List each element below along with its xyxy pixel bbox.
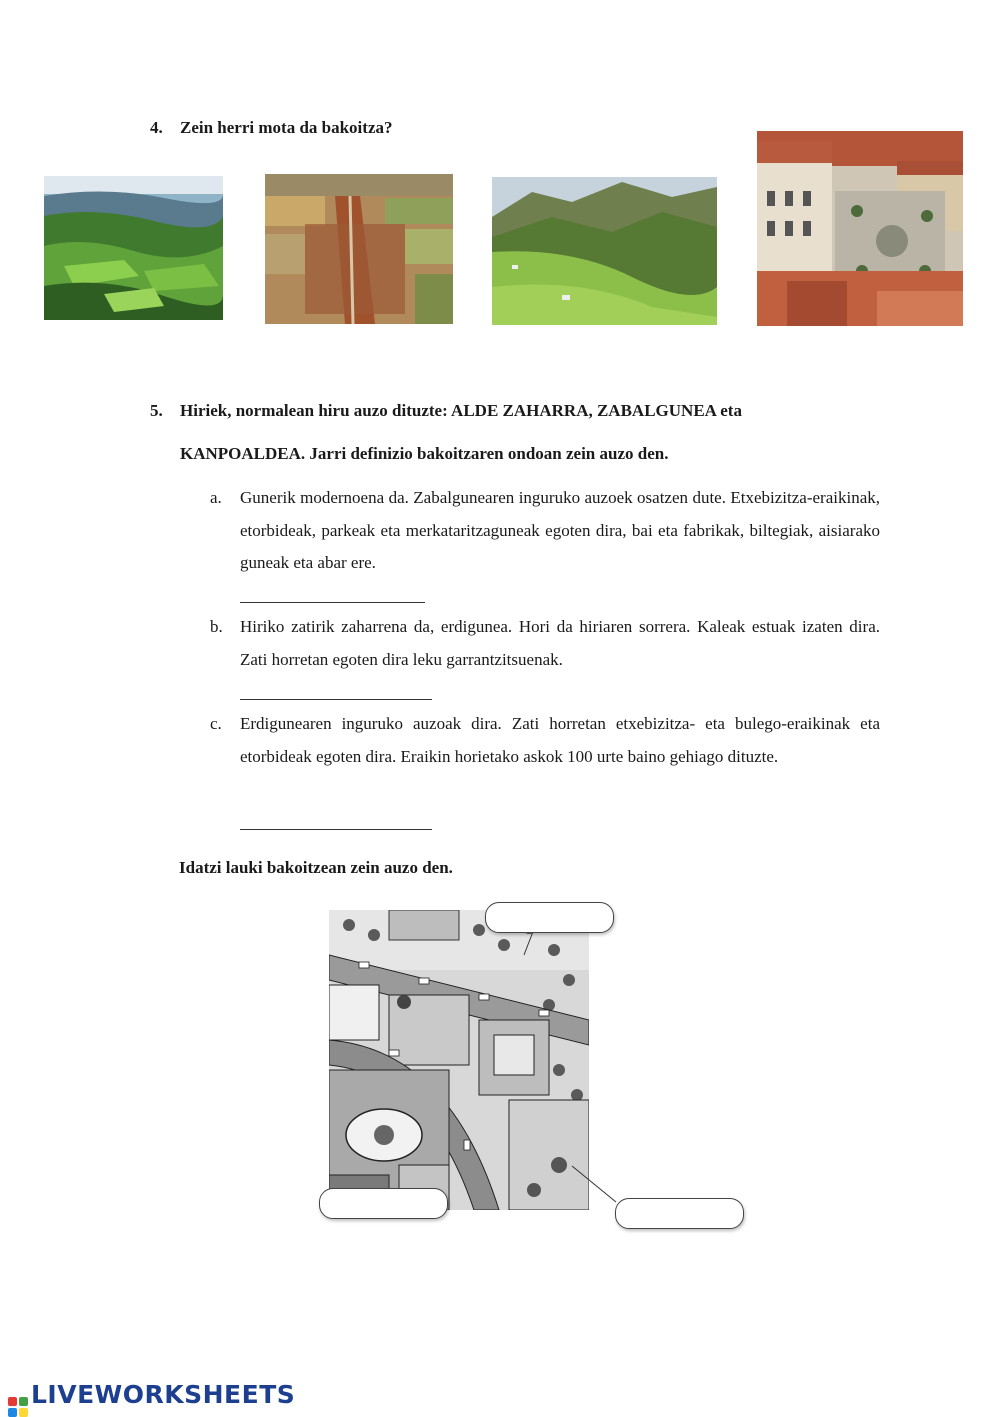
question-5-line-2: KANPOALDEA. Jarri definizio bakoitzaren ondoan zein auzo den. — [180, 444, 669, 463]
city-map-illustration — [329, 910, 589, 1210]
question-5-heading — [150, 401, 742, 421]
question-5-line-1: Hiriek, normalean hiru auzo dituzte: ALDE ZAHARRA, ZABALGUNEA eta — [180, 401, 742, 420]
question-4-heading — [150, 118, 393, 138]
item-text: Hiriko zatirik zaharrena da, erdigunea. Hori da hiriaren sorrera. Kaleak estuak izaten dira. Zati horretan egoten dira leku garrantzitsuenak. — [240, 617, 880, 669]
liveworksheets-logo — [8, 1380, 295, 1417]
definition-item-c — [210, 708, 880, 806]
answer-box-top[interactable] — [485, 902, 614, 933]
definition-item-a — [210, 482, 880, 580]
mountain-meadow-photo — [492, 177, 717, 325]
answer-line-c[interactable] — [240, 829, 432, 830]
item-letter: b. — [210, 617, 223, 636]
item-text: Erdigunearen inguruko auzoak dira. Zati horretan etxebizitza- eta bulego-eraikinak eta etorbideak egoten dira. Eraikin horietako askok 100 urte baino gehiago dituzte. — [240, 714, 880, 766]
answer-box-bottom-right[interactable] — [615, 1198, 744, 1229]
question-4-title: Zein herri mota da bakoitza? — [180, 118, 393, 137]
definition-item-b — [210, 611, 880, 677]
city-square-photo — [757, 131, 963, 326]
answer-line-b[interactable] — [240, 699, 432, 700]
aerial-town-photo — [265, 174, 453, 324]
item-letter: c. — [210, 714, 222, 733]
instruction-text: Idatzi lauki bakoitzean zein auzo den. — [179, 858, 453, 877]
logo-mark-icon — [8, 1397, 28, 1417]
brand-name: LIVEWORKSHEETS — [31, 1380, 296, 1409]
green-valley-photo — [44, 176, 223, 320]
item-text: Gunerik modernoena da. Zabalgunearen inguruko auzoek osatzen dute. Etxebizitza-eraikinak, etorbideak, parkeak eta merkataritzaguneak egoten dira, bai eta fabrikak, biltegiak, aisiarako guneak eta abar ere. — [240, 488, 880, 572]
item-letter: a. — [210, 488, 222, 507]
question-number: 5. — [150, 401, 163, 420]
question-number: 4. — [150, 118, 163, 137]
answer-line-a[interactable] — [240, 602, 425, 603]
answer-box-bottom-left[interactable] — [319, 1188, 448, 1219]
